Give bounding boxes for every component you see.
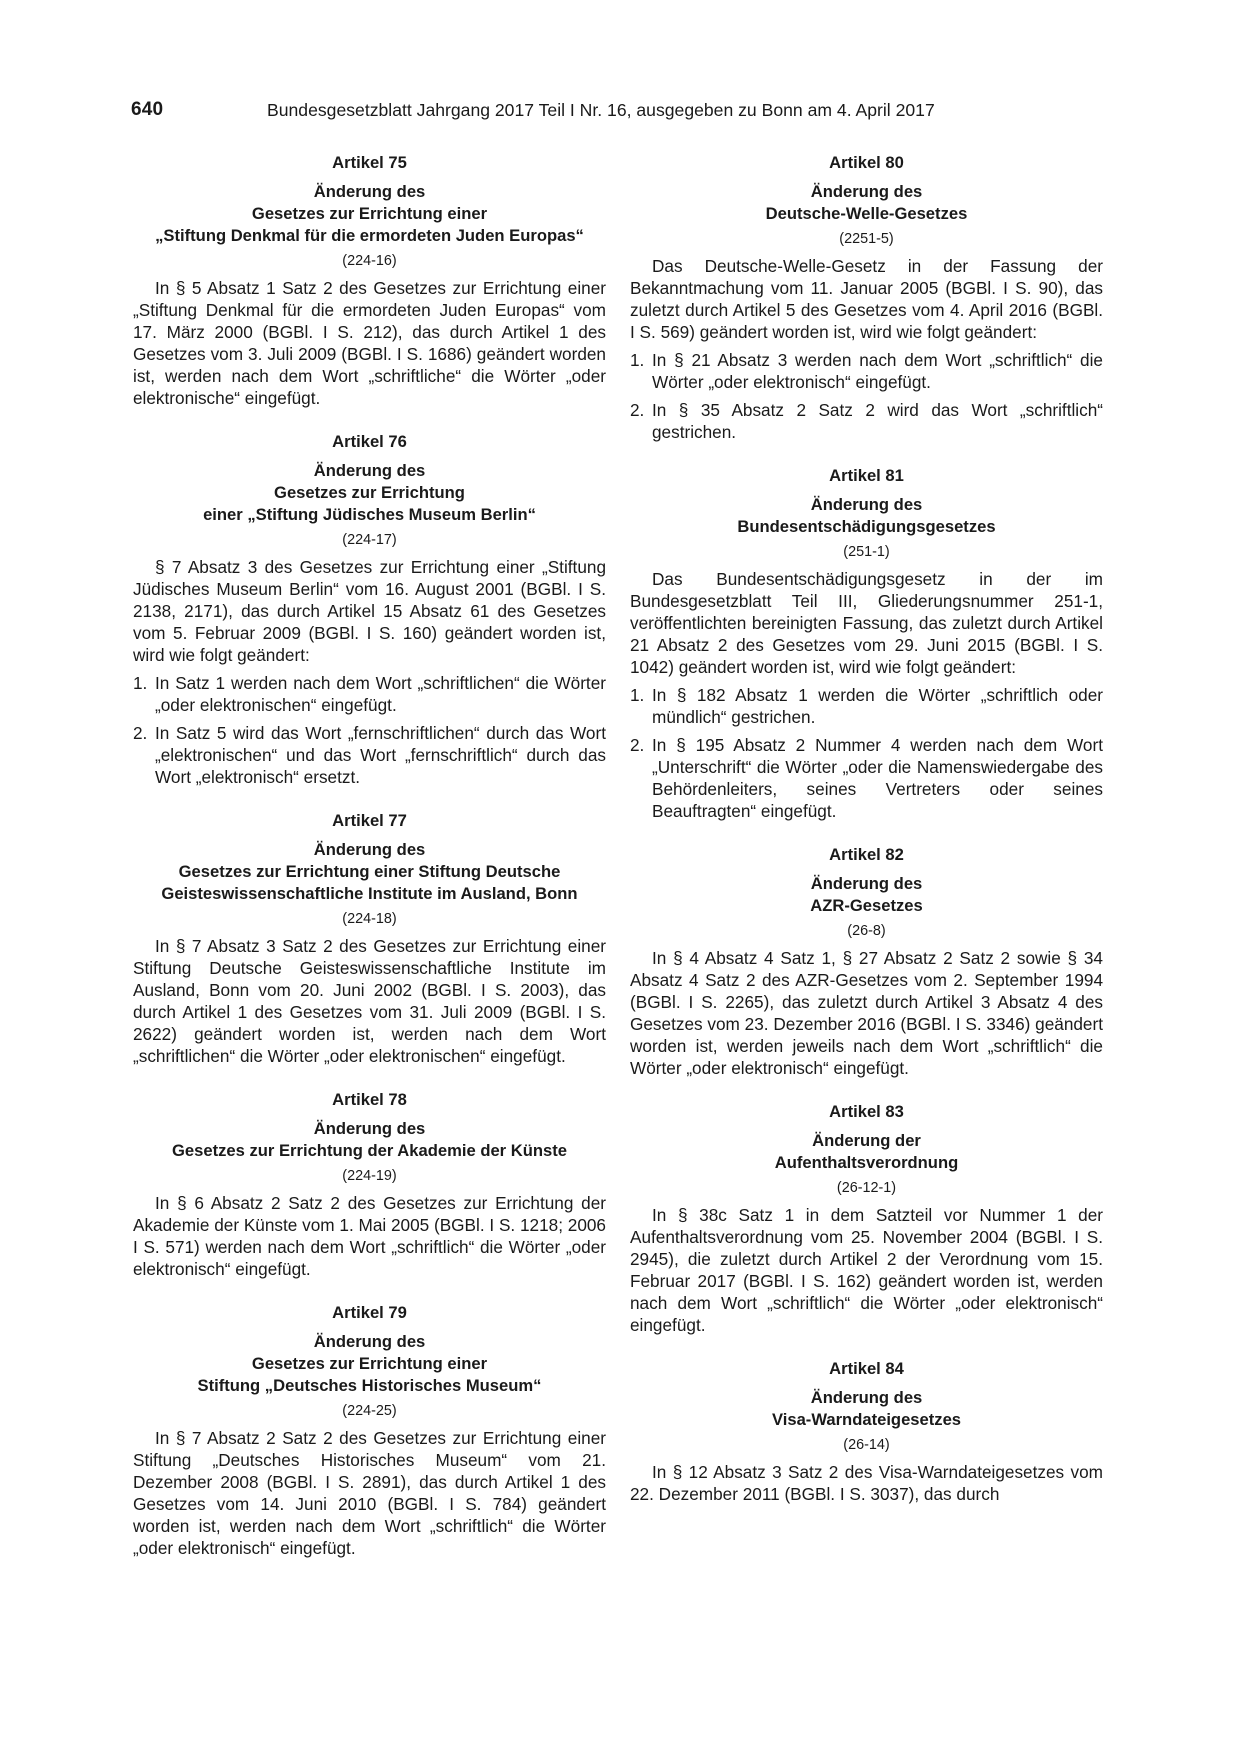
amendment-text: In § 182 Absatz 1 werden die Wörter „schriftlich oder mündlich“ gestrichen. — [652, 685, 1103, 727]
amendment-number: 1. — [630, 685, 645, 705]
article — [133, 152, 606, 409]
article-title — [133, 1331, 606, 1397]
article-title-line: Gesetzes zur Errichtung einer — [251, 204, 488, 223]
page-number: 640 — [131, 99, 164, 120]
article-text: In § 12 Absatz 3 Satz 2 des Visa-Warndateigesetzes vom 22. Dezember 2011 (BGBl. I S. 3037), das durch — [630, 1462, 1103, 1504]
amendment-item — [630, 399, 1103, 443]
article-title-line: Geisteswissenschaftliche Institute im Ausland, Bonn — [161, 884, 578, 903]
article-text: In § 38c Satz 1 in dem Satzteil vor Nummer 1 der Aufenthaltsverordnung vom 25. November 2004 (BGBl. I S. 2945), die zuletzt durch Artikel 2 der Verordnung vom 15. Februar 2017 (BGBl. I S. 162) geändert worden ist, werden nach dem Wort „schriftlich“ die Wörter „oder elektronisch“ eingefügt. — [630, 1205, 1103, 1335]
article-text: Das Deutsche-Welle-Gesetz in der Fassung der Bekanntmachung vom 11. Januar 2005 (BGBl. I S. 90), das zuletzt durch Artikel 5 des Gesetzes vom 4. April 2016 (BGBl. I S. 569) geändert worden ist, wird wie folgt geändert: — [630, 256, 1103, 342]
article-number: Artikel 81 — [829, 466, 904, 485]
article-title — [133, 460, 606, 526]
article-number: Artikel 77 — [332, 811, 407, 830]
fna-number: (26-14) — [843, 1437, 890, 1453]
page-header — [131, 99, 1101, 129]
article-text: Das Bundesentschädigungsgesetz in der im Bundesgesetzblatt Teil III, Gliederungsnummer 251-1, veröffentlichten bereinigten Fassung, das zuletzt durch Artikel 21 Absatz 2 des Gesetzes vom 29. Juni 2015 (BGBl. I S. 1042) geändert worden ist, wird wie folgt geändert: — [630, 569, 1103, 677]
amendment-number: 2. — [133, 723, 148, 743]
amendment-text: In § 35 Absatz 2 Satz 2 wird das Wort „schriftlich“ gestrichen. — [652, 400, 1103, 442]
article-number: Artikel 79 — [332, 1303, 407, 1322]
amendment-item — [630, 684, 1103, 728]
article-title-line: Änderung des — [313, 1119, 426, 1138]
article-title-line: „Stiftung Denkmal für die ermordeten Juden Europas“ — [155, 226, 584, 245]
fna-number: (224-18) — [342, 911, 397, 927]
article-title-line: Gesetzes zur Errichtung einer Stiftung Deutsche — [178, 862, 561, 881]
article-title-line: Visa-Warndateigesetzes — [771, 1410, 962, 1429]
article-title — [133, 839, 606, 905]
article-title-line: Änderung der — [812, 1131, 921, 1150]
article-title — [133, 181, 606, 247]
article-title — [630, 873, 1103, 917]
amendment-text: In § 195 Absatz 2 Nummer 4 werden nach dem Wort „Unterschrift“ die Wörter „oder die Namenswiedergabe des Behördenleiters, seines Vertreters oder seines Beauftragten“ eingefügt. — [652, 735, 1103, 821]
amendment-text: In § 21 Absatz 3 werden nach dem Wort „schriftlich“ die Wörter „oder elektronisch“ eingefügt. — [652, 350, 1103, 392]
amendment-text: In Satz 1 werden nach dem Wort „schriftlichen“ die Wörter „oder elektronischen“ eingefügt. — [155, 673, 606, 715]
article-title-line: Änderung des — [810, 182, 923, 201]
amendment-number: 1. — [630, 350, 645, 370]
article-number: Artikel 84 — [829, 1359, 904, 1378]
article-text: In § 7 Absatz 3 Satz 2 des Gesetzes zur Errichtung einer Stiftung Deutsche Geisteswissenschaftliche Institute im Ausland, Bonn vom 20. Juni 2002 (BGBl. I S. 2003), das durch Artikel 1 des Gesetzes vom 31. Juli 2009 (BGBl. I S. 2622) geändert worden ist, werden nach dem Wort „schriftlichen“ die Wörter „oder elektronischen“ eingefügt. — [133, 936, 606, 1066]
article — [133, 1089, 606, 1280]
fna-number: (251-1) — [843, 544, 890, 560]
article-title-line: Bundesentschädigungsgesetzes — [737, 517, 996, 536]
article-title-line: Gesetzes zur Errichtung der Akademie der Künste — [172, 1141, 567, 1160]
fna-number: (2251-5) — [839, 231, 894, 247]
article-title — [630, 181, 1103, 225]
fna-number: (224-16) — [342, 253, 397, 269]
fna-number: (26-8) — [847, 923, 886, 939]
left-column — [133, 152, 606, 1559]
article — [630, 465, 1103, 822]
article-number: Artikel 83 — [829, 1102, 904, 1121]
amendment-number: 1. — [133, 673, 148, 693]
article-title-line: Änderung des — [313, 461, 426, 480]
article-title — [630, 1387, 1103, 1431]
fna-number: (26-12-1) — [836, 1180, 897, 1196]
article — [630, 844, 1103, 1079]
amendment-number: 2. — [630, 400, 645, 420]
article-title-line: Änderung des — [810, 1388, 923, 1407]
article-text: In § 5 Absatz 1 Satz 2 des Gesetzes zur Errichtung einer „Stiftung Denkmal für die ermordeten Juden Europas“ vom 17. März 2000 (BGBl. I S. 212), das durch Artikel 1 des Gesetzes vom 3. Juli 2009 (BGBl. I S. 1686) geändert worden ist, werden nach dem Wort „schriftliche“ die Wörter „oder elektronische“ eingefügt. — [133, 278, 606, 408]
article-title-line: Deutsche-Welle-Gesetzes — [765, 204, 968, 223]
article-number: Artikel 82 — [829, 845, 904, 864]
article-title-line: Aufenthaltsverordnung — [774, 1153, 959, 1172]
article-number: Artikel 80 — [829, 153, 904, 172]
article-text: § 7 Absatz 3 des Gesetzes zur Errichtung einer „Stiftung Jüdisches Museum Berlin“ vom 16. August 2001 (BGBl. I S. 2138, 2171), das durch Artikel 15 Absatz 61 des Gesetzes vom 5. Februar 2009 (BGBl. I S. 160) geändert worden ist, wird wie folgt geändert: — [133, 557, 606, 665]
article — [133, 431, 606, 788]
article-title-line: Gesetzes zur Errichtung — [274, 483, 465, 502]
amendment-item — [630, 349, 1103, 393]
article — [630, 152, 1103, 443]
article-title-line: einer „Stiftung Jüdisches Museum Berlin“ — [203, 505, 536, 524]
amendment-text: In Satz 5 wird das Wort „fernschriftlichen“ durch das Wort „elektronischen“ und das Wort „fernschriftlich“ durch das Wort „elektronisch“ ersetzt. — [155, 723, 606, 787]
article-title-line: Änderung des — [313, 1332, 426, 1351]
article-title — [630, 1130, 1103, 1174]
article-title — [630, 494, 1103, 538]
article — [630, 1101, 1103, 1336]
article-title-line: Änderung des — [810, 874, 923, 893]
article-title-line: Änderung des — [313, 182, 426, 201]
fna-number: (224-17) — [342, 532, 397, 548]
amendment-number: 2. — [630, 735, 645, 755]
amendment-item — [630, 734, 1103, 822]
article-title — [133, 1118, 606, 1162]
article — [133, 810, 606, 1067]
right-column — [630, 152, 1103, 1505]
fna-number: (224-19) — [342, 1168, 397, 1184]
amendment-list — [630, 684, 1103, 822]
article-number: Artikel 75 — [332, 153, 407, 172]
running-head: Bundesgesetzblatt Jahrgang 2017 Teil I Nr. 16, ausgegeben zu Bonn am 4. April 2017 — [267, 100, 935, 120]
article-title-line: Änderung des — [313, 840, 426, 859]
amendment-item — [133, 722, 606, 788]
article — [133, 1302, 606, 1559]
article — [630, 1358, 1103, 1505]
amendment-item — [133, 672, 606, 716]
article-text: In § 7 Absatz 2 Satz 2 des Gesetzes zur Errichtung einer Stiftung „Deutsches Historisches Museum“ vom 21. Dezember 2008 (BGBl. I S. 2891), das durch Artikel 1 des Gesetzes vom 14. Juni 2010 (BGBl. I S. 784) geändert worden ist, werden nach dem Wort „schriftlich“ die Wörter „oder elektronisch“ eingefügt. — [133, 1428, 606, 1558]
article-number: Artikel 76 — [332, 432, 407, 451]
article-title-line: AZR-Gesetzes — [810, 896, 923, 915]
article-text: In § 6 Absatz 2 Satz 2 des Gesetzes zur Errichtung der Akademie der Künste vom 1. Mai 2005 (BGBl. I S. 1218; 2006 I S. 571) werden nach dem Wort „schriftlich“ die Wörter „oder elektronisch“ eingefügt. — [133, 1193, 606, 1279]
article-title-line: Gesetzes zur Errichtung einer — [251, 1354, 488, 1373]
article-text: In § 4 Absatz 4 Satz 1, § 27 Absatz 2 Satz 2 sowie § 34 Absatz 4 Satz 2 des AZR-Gesetzes vom 2. September 1994 (BGBl. I S. 2265), das zuletzt durch Artikel 3 Absatz 4 des Gesetzes vom 23. Dezember 2016 (BGBl. I S. 3346) geändert worden ist, werden jeweils nach dem Wort „schriftlich“ die Wörter „oder elektronisch“ eingefügt. — [630, 948, 1103, 1078]
amendment-list — [133, 672, 606, 788]
article-title-line: Stiftung „Deutsches Historisches Museum“ — [197, 1376, 542, 1395]
fna-number: (224-25) — [342, 1403, 397, 1419]
article-number: Artikel 78 — [332, 1090, 407, 1109]
amendment-list — [630, 349, 1103, 443]
article-title-line: Änderung des — [810, 495, 923, 514]
